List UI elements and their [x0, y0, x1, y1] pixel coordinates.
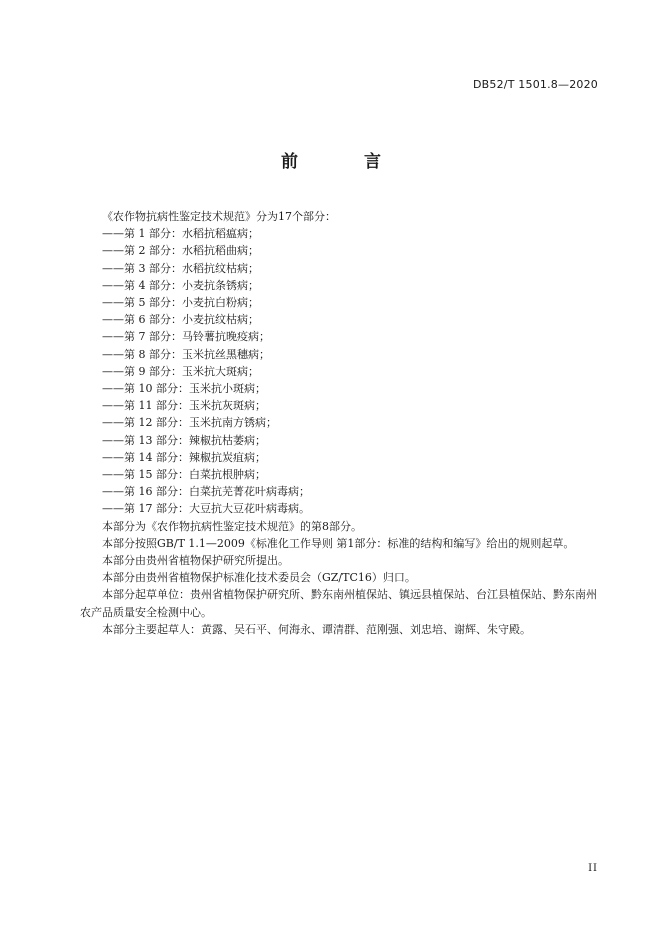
list-item: ——第 10 部分：玉米抗小斑病； — [102, 382, 266, 396]
list-item: ——第 5 部分：小麦抗白粉病； — [102, 296, 259, 310]
parts-list — [80, 225, 600, 517]
list-item: ——第 1 部分：水稻抗稻瘟病； — [102, 227, 259, 241]
list-item: ——第 2 部分：水稻抗稻曲病； — [102, 244, 259, 258]
list-item: ——第 15 部分：白菜抗根肿病； — [102, 468, 266, 482]
list-item: ——第 8 部分：玉米抗丝黑穗病； — [102, 347, 270, 361]
document-id: DB52/T 1501.8—2020 — [472, 78, 598, 91]
list-item: ——第 14 部分：辣椒抗炭疽病； — [102, 450, 266, 464]
list-item: ——第 13 部分：辣椒抗枯萎病； — [102, 433, 266, 447]
paragraph: 本部分由贵州省植物保护研究所提出。 — [102, 554, 289, 568]
foreword-body — [80, 208, 600, 638]
page-number: II — [588, 863, 598, 874]
paragraph: 本部分主要起草人：黄露、吴石平、何海永、谭清群、范刚强、刘忠培、谢辉、朱守殿。 — [102, 622, 531, 636]
paragraph: 本部分为《农作物抗病性鉴定技术规范》的第8部分。 — [102, 519, 362, 533]
list-item: ——第 11 部分：玉米抗灰斑病； — [102, 399, 266, 413]
list-item: ——第 6 部分：小麦抗纹枯病； — [102, 313, 259, 327]
page-title: 前 言 — [281, 152, 411, 172]
intro-line: 《农作物抗病性鉴定技术规范》分为17个部分： — [102, 210, 336, 223]
paragraph: 本部分按照GB/T 1.1—2009《标准化工作导则 第1部分：标准的结构和编写》给出的规则起草。 — [102, 536, 575, 550]
list-item: ——第 9 部分：玉米抗大斑病； — [102, 364, 259, 378]
list-item: ——第 4 部分：小麦抗条锈病； — [102, 278, 259, 292]
list-item: ——第 16 部分：白菜抗芜菁花叶病毒病； — [102, 485, 310, 499]
paragraph: 本部分起草单位：贵州省植物保护研究所、黔东南州植保站、镇远县植保站、台江县植保站、黔东南州农产品质量安全检测中心。 — [80, 588, 597, 619]
list-item: ——第 17 部分：大豆抗大豆花叶病毒病。 — [102, 502, 310, 516]
list-item: ——第 12 部分：玉米抗南方锈病； — [102, 416, 277, 430]
list-item: ——第 7 部分：马铃薯抗晚疫病； — [102, 330, 270, 344]
list-item: ——第 3 部分：水稻抗纹枯病； — [102, 261, 259, 275]
paragraph: 本部分由贵州省植物保护标准化技术委员会（GZ/TC16）归口。 — [102, 571, 416, 585]
